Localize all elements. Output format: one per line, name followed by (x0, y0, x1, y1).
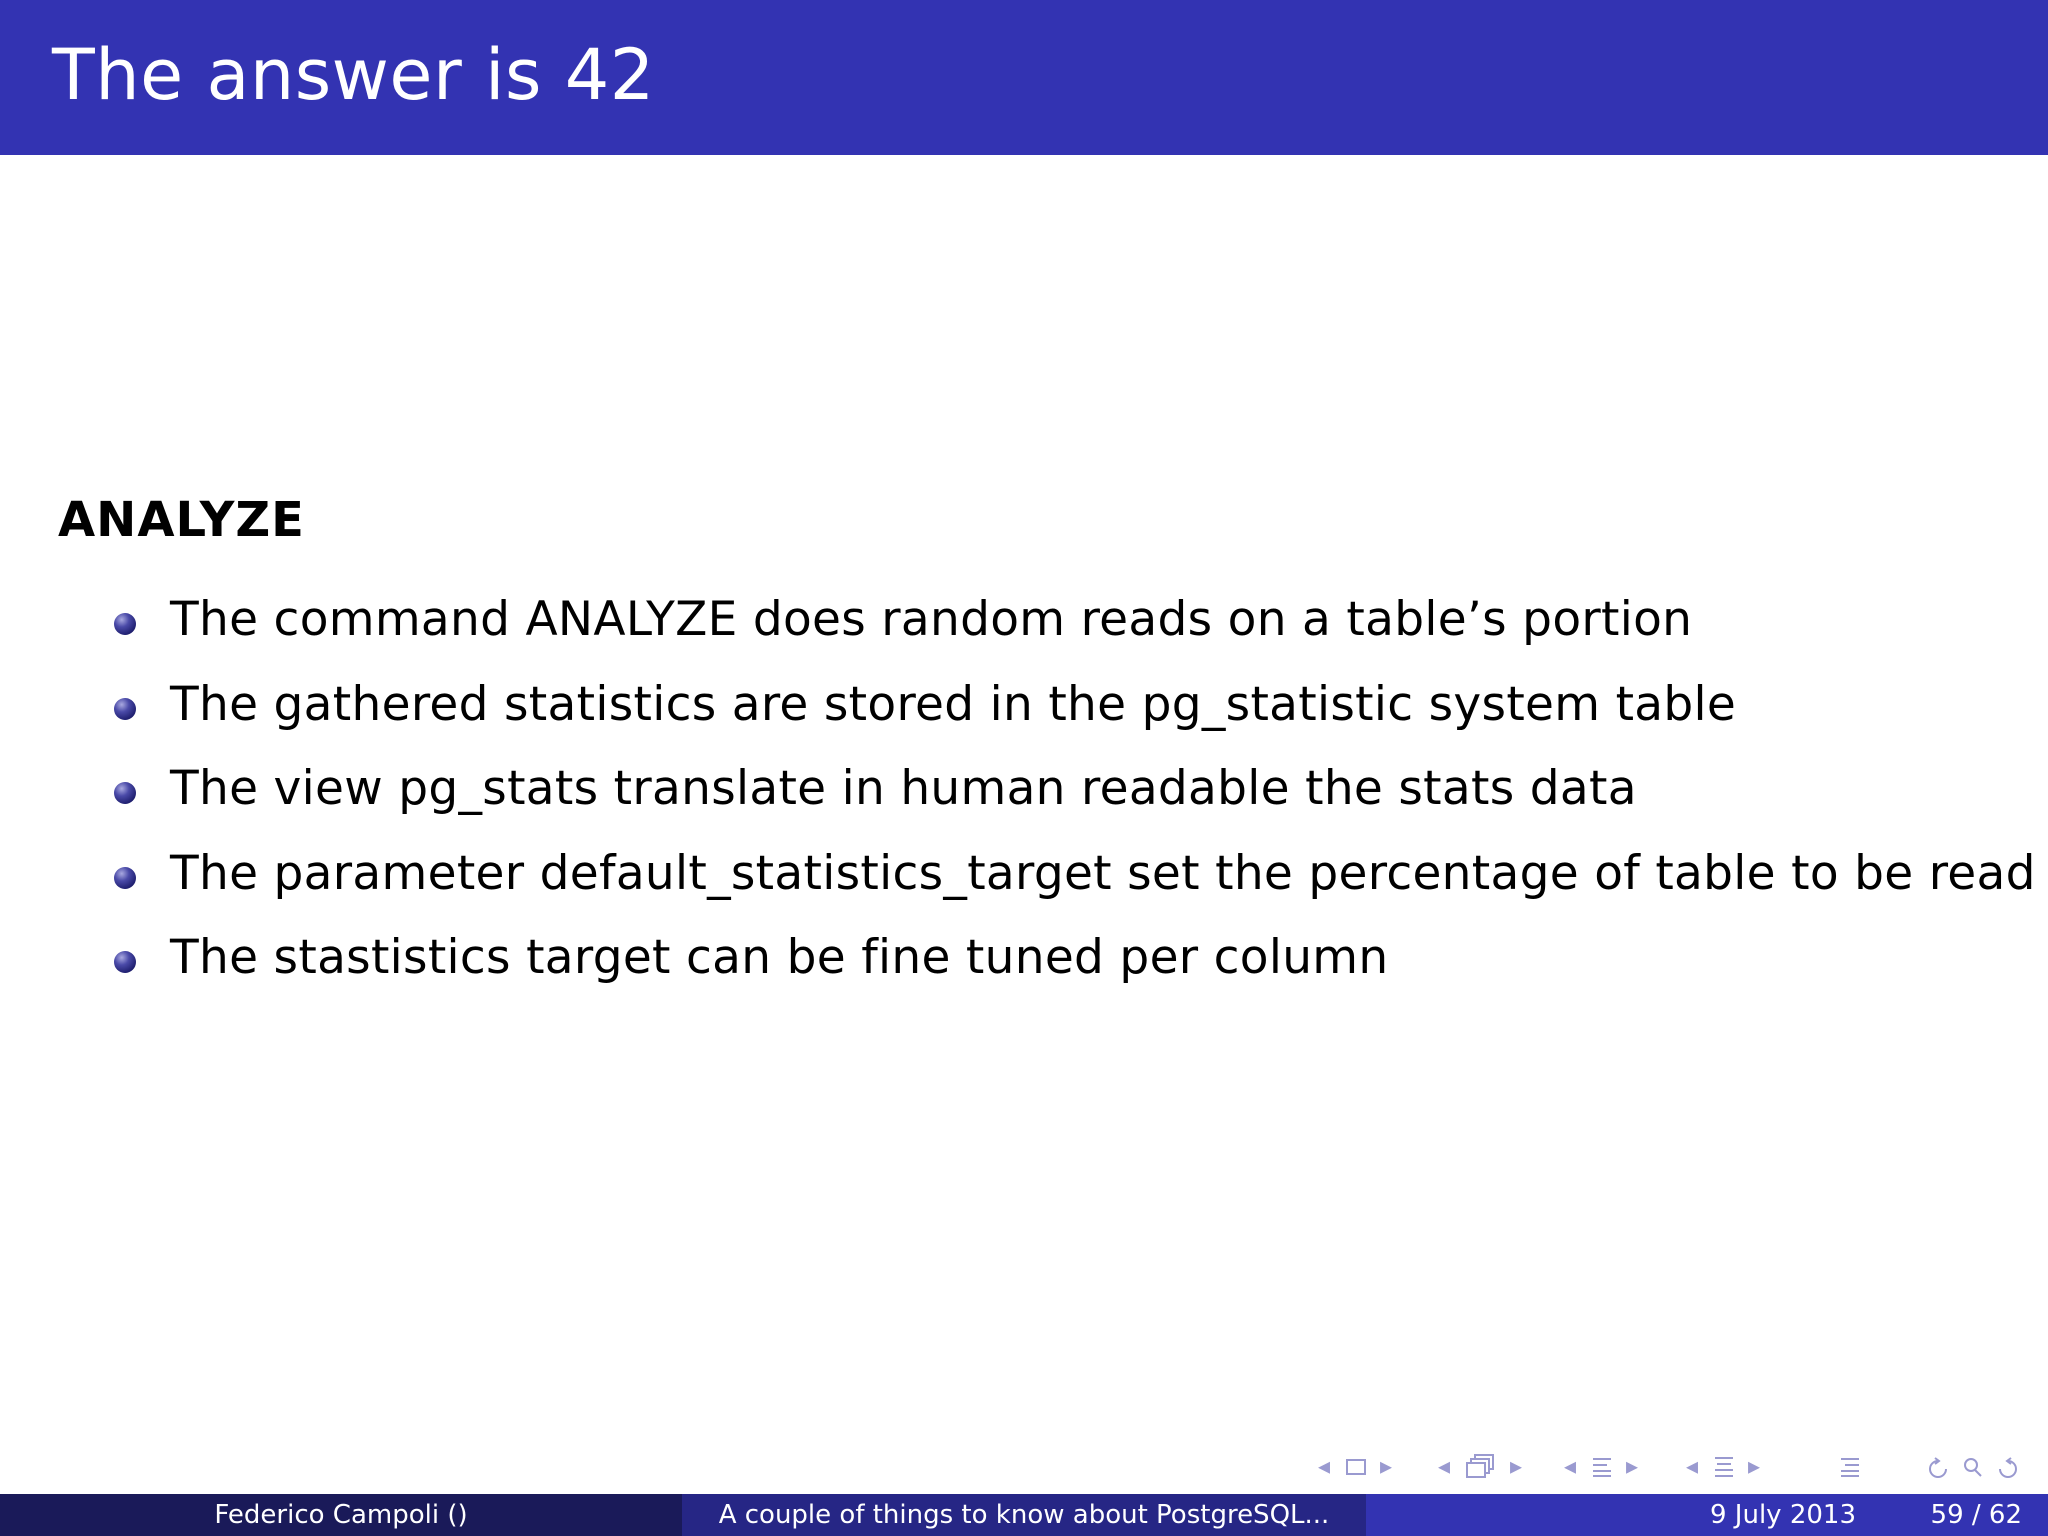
next-part-arrow-icon[interactable]: ▸ (1747, 1452, 1761, 1480)
navigation-bar (1310, 1446, 2040, 1486)
bullet-text: The parameter default_statistics_target set the percentage of table to be read (170, 845, 2036, 901)
bullet-icon (114, 782, 136, 804)
next-section-arrow-icon[interactable]: ▸ (1625, 1452, 1639, 1480)
next-subsection-arrow-icon[interactable]: ▸ (1509, 1452, 1523, 1480)
bullet-text: The gathered statistics are stored in the pg_statistic system table (170, 676, 1737, 732)
bullet-text: The view pg_stats translate in human readable the stats data (170, 761, 1637, 816)
bullet-icon (114, 951, 136, 973)
bullet-icon (114, 698, 136, 720)
list-item (112, 673, 2032, 758)
list-item (112, 842, 2036, 927)
slide-stack-icon[interactable] (1460, 1446, 1500, 1486)
subsection-icon[interactable] (1586, 1446, 1618, 1486)
prev-section-arrow-icon[interactable]: ◂ (1563, 1452, 1577, 1480)
bullet-list (112, 588, 2036, 1011)
slide-title: The answer is 42 (52, 34, 655, 116)
footer-date-page (1366, 1494, 2048, 1536)
back-icon[interactable] (1924, 1446, 1954, 1486)
block-heading: ANALYZE (58, 492, 305, 548)
next-frame-arrow-icon[interactable]: ▸ (1379, 1452, 1393, 1480)
search-icon[interactable] (1958, 1446, 1988, 1486)
list-item (112, 926, 2032, 1011)
list-item (112, 588, 2032, 673)
bullet-text: The stastistics target can be fine tuned per column (170, 930, 1389, 985)
prev-part-arrow-icon[interactable]: ◂ (1685, 1452, 1699, 1480)
prev-subsection-arrow-icon[interactable]: ◂ (1437, 1452, 1451, 1480)
footer-talk-title: A couple of things to know about PostgreSQL... (682, 1494, 1366, 1536)
align-icon[interactable] (1834, 1446, 1866, 1486)
bullet-icon (114, 613, 136, 635)
frame-icon[interactable] (1340, 1446, 1372, 1486)
section-icon[interactable] (1708, 1446, 1740, 1486)
frame-title-bar (0, 0, 2048, 155)
footer-author: Federico Campoli () (0, 1494, 682, 1536)
footline (0, 1494, 2048, 1536)
forward-icon[interactable] (1992, 1446, 2022, 1486)
list-item (112, 757, 2032, 842)
prev-frame-arrow-icon[interactable]: ◂ (1317, 1452, 1331, 1480)
bullet-text: The command ANALYZE does random reads on a table’s portion (170, 592, 1693, 647)
footer-date: 9 July 2013 (1710, 1500, 1856, 1530)
footer-page-number: 59 / 62 (1930, 1500, 2022, 1530)
bullet-icon (114, 867, 136, 889)
